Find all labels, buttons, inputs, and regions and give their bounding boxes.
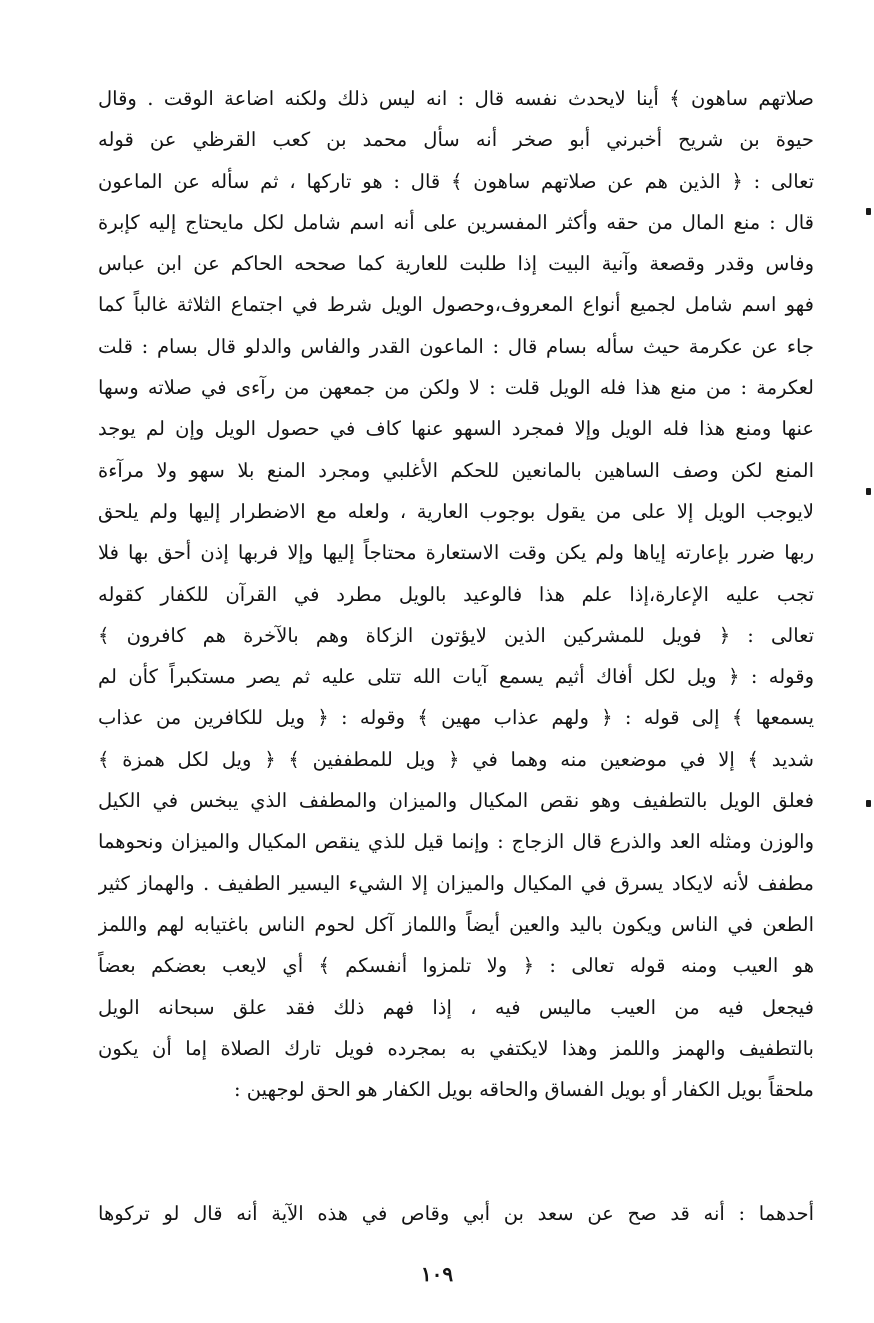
text-line: ملحقاً بويل الكفار أو بويل الفساق والحاقه بويل الكفار هو الحق لوجهين : — [234, 1078, 814, 1102]
text-line: تعالى : ﴿ الذين هم عن صلاتهم ساهون ﴾ قال : هو تاركها ، ثم سأله عن الماعون — [98, 169, 814, 193]
text-line: عنها ومنع هذا فله الويل وإلا فمجرد السهو عنها كاف في حصول الويل وإن لم يوجد — [98, 417, 814, 441]
text-line: قال : منع المال من حقه وأكثر المفسرين على أنه اسم شامل لكل مايحتاج إليه كإبرة — [98, 210, 814, 234]
main-text-block — [98, 78, 814, 1110]
text-line: هو العيب ومنه قوله تعالى : ﴿ ولا تلمزوا أنفسكم ﴾ أي لايعب بعضكم بعضاً — [98, 954, 814, 978]
text-line: المنع لكن وصف الساهين بالمانعين للحكم الأغلبي ومجرد المنع بلا سهو ولا مرآءة — [98, 458, 814, 482]
text-line: فهو اسم شامل لجميع أنواع المعروف،وحصول الويل شرط في اجتماع الثلاثة غالباً كما — [98, 293, 814, 317]
text-line: والوزن ومثله العد والذرع قال الزجاج : وإنما قيل للذي ينقص المكيال والميزان ونحوهما — [98, 830, 814, 854]
text-line: يسمعها ﴾ إلى قوله : ﴿ ولهم عذاب مهين ﴾ وقوله : ﴿ ويل للكافرين من عذاب — [98, 706, 814, 730]
text-line: وقوله : ﴿ ويل لكل أفاك أثيم يسمع آيات الله تتلى عليه ثم يصر مستكبراً كأن لم — [98, 665, 814, 689]
text-line: لعكرمة : من منع هذا فله الويل قلت : لا ولكن من جمعهن من رآءى في صلاته وسها — [98, 376, 814, 400]
text-line: فيجعل فيه من العيب ماليس فيه ، إذا فهم ذلك فقد علق سبحانه الويل — [98, 995, 814, 1019]
text-line: وفاس وقدر وقصعة وآنية البيت إذا طلبت للعارية كما صححه الحاكم عن ابن عباس — [98, 252, 814, 276]
text-line: الطعن في الناس ويكون باليد والعين أيضاً واللماز آكل لحوم الناس باغتيابه لهم واللمز — [98, 912, 814, 936]
text-line: أحدهما : أنه قد صح عن سعد بن أبي وقاص في هذه الآية أنه قال لو تركوها — [98, 1202, 814, 1225]
second-paragraph — [98, 1193, 814, 1234]
text-line: جاء عن عكرمة حيث سأله بسام قال : الماعون القدر والفاس والدلو قال بسام : قلت — [98, 334, 814, 358]
text-line: تجب عليه الإعارة،إذا علم هذا فالوعيد بالويل مطرد في القرآن للكفار كقوله — [98, 582, 814, 606]
text-line: لايوجب الويل إلا على من يقول بوجوب العارية ، ولعله مع الاضطرار إليها ولم يلحق — [98, 499, 814, 523]
page-number: ١٠٩ — [420, 1262, 454, 1286]
text-line: صلاتهم ساهون ﴾ أينا لايحدث نفسه قال : انه ليس ذلك ولكنه اضاعة الوقت . وقال — [98, 87, 814, 110]
margin-mark — [866, 800, 871, 807]
margin-mark — [866, 488, 871, 495]
text-line: بالتطفيف والهمز واللمز وهذا لايكتفي به بمجرده فويل تارك الصلاة إما أن يكون — [98, 1036, 814, 1060]
text-line: مطفف لأنه لايكاد يسرق في المكيال والميزان إلا الشيء اليسير الطفيف . والهماز كثير — [98, 871, 814, 895]
text-line: فعلق الويل بالتطفيف وهو نقص المكيال والميزان والمطفف الذي يبخس في الكيل — [98, 789, 814, 813]
text-line: حيوة بن شريح أخبرني أبو صخر أنه سأل محمد بن كعب القرظي عن قوله — [98, 128, 814, 152]
margin-mark — [866, 208, 871, 215]
text-line: شديد ﴾ إلا في موضعين منه وهما في ﴿ ويل للمطففين ﴾ ﴿ ويل لكل همزة ﴾ — [98, 747, 814, 771]
text-line: تعالى : ﴿ فويل للمشركين الذين لايؤتون الزكاة وهم بالآخرة هم كافرون ﴾ — [98, 623, 814, 647]
text-line: ربها ضرر بإعارته إياها ولم يكن وقت الاستعارة محتاجاً إليها وإلا فربها إذن أحق بها فلا — [98, 541, 814, 565]
